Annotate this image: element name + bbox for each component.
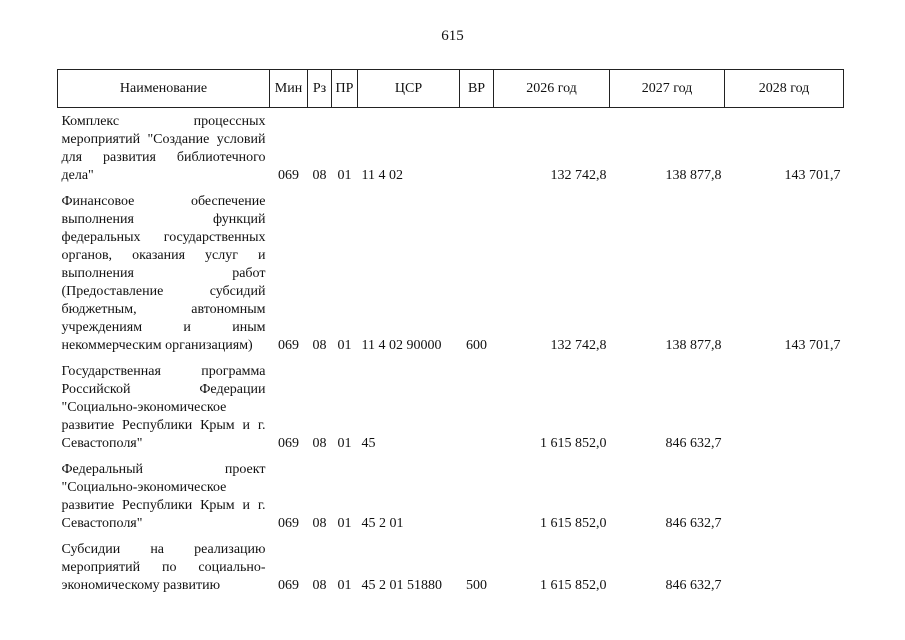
budget-table bbox=[57, 69, 844, 598]
row-pr: 01 bbox=[337, 436, 352, 451]
table-row bbox=[58, 108, 844, 189]
row-2027: 846 632,7 bbox=[665, 578, 722, 593]
row-vr bbox=[460, 108, 494, 189]
row-pr: 01 bbox=[337, 338, 352, 353]
row-2026: 132 742,8 bbox=[550, 168, 607, 183]
row-2028 bbox=[725, 358, 844, 456]
row-csr: 11 4 02 90000 bbox=[361, 338, 442, 353]
header-name: Наименование bbox=[58, 70, 270, 108]
row-vr bbox=[460, 358, 494, 456]
row-2027: 138 877,8 bbox=[665, 168, 722, 183]
row-vr: 600 bbox=[466, 338, 487, 353]
row-2027: 846 632,7 bbox=[665, 436, 722, 451]
row-name: Государственная программа Российской Федерации "Социально-экономическое развитие Республики Крым и г. Севастополя" bbox=[61, 364, 266, 451]
table-row bbox=[58, 188, 844, 358]
row-min: 069 bbox=[278, 168, 299, 183]
row-pr: 01 bbox=[337, 578, 352, 593]
row-2027: 846 632,7 bbox=[665, 516, 722, 531]
row-2028 bbox=[725, 536, 844, 598]
row-2028 bbox=[725, 456, 844, 536]
row-name: Комплекс процессных мероприятий "Создание условий для развития библиотечного дела" bbox=[61, 114, 266, 183]
row-min: 069 bbox=[278, 516, 299, 531]
row-min: 069 bbox=[278, 578, 299, 593]
row-rz: 08 bbox=[312, 578, 327, 593]
table-row bbox=[58, 456, 844, 536]
header-min: Мин bbox=[270, 70, 308, 108]
row-name: Финансовое обеспечение выполнения функций федеральных государственных органов, оказания услуг и выполнения работ (Предоставление субсидий бюджетным, автономным учреждениям и иным некоммерческим организациям) bbox=[61, 194, 266, 353]
table-header bbox=[58, 70, 844, 108]
header-csr: ЦСР bbox=[358, 70, 460, 108]
page-number: 615 bbox=[441, 28, 464, 44]
table-body bbox=[58, 108, 844, 599]
row-csr: 45 2 01 bbox=[361, 516, 404, 531]
header-2027: 2027 год bbox=[610, 70, 725, 108]
header-vr: ВР bbox=[460, 70, 494, 108]
row-2028: 143 701,7 bbox=[784, 338, 841, 353]
row-csr: 11 4 02 bbox=[361, 168, 403, 183]
row-2026: 1 615 852,0 bbox=[540, 578, 607, 593]
header-2026: 2026 год bbox=[494, 70, 610, 108]
table-row bbox=[58, 358, 844, 456]
row-pr: 01 bbox=[337, 516, 352, 531]
row-min: 069 bbox=[278, 436, 299, 451]
row-name: Федеральный проект "Социально-экономическое развитие Республики Крым и г. Севастополя" bbox=[61, 462, 266, 531]
row-vr bbox=[460, 456, 494, 536]
row-2028: 143 701,7 bbox=[784, 168, 841, 183]
table-row bbox=[58, 536, 844, 598]
row-rz: 08 bbox=[312, 516, 327, 531]
row-name: Субсидии на реализацию мероприятий по социально-экономическому развитию bbox=[61, 542, 266, 593]
row-2026: 1 615 852,0 bbox=[540, 516, 607, 531]
row-2026: 132 742,8 bbox=[550, 338, 607, 353]
header-pr: ПР bbox=[332, 70, 358, 108]
row-vr: 500 bbox=[466, 578, 487, 593]
row-pr: 01 bbox=[337, 168, 352, 183]
row-rz: 08 bbox=[312, 436, 327, 451]
header-2028: 2028 год bbox=[725, 70, 844, 108]
row-csr: 45 bbox=[361, 436, 376, 451]
row-csr: 45 2 01 51880 bbox=[361, 578, 442, 593]
row-rz: 08 bbox=[312, 168, 327, 183]
header-rz: Рз bbox=[308, 70, 332, 108]
row-2027: 138 877,8 bbox=[665, 338, 722, 353]
row-rz: 08 bbox=[312, 338, 327, 353]
row-2026: 1 615 852,0 bbox=[540, 436, 607, 451]
row-min: 069 bbox=[278, 338, 299, 353]
